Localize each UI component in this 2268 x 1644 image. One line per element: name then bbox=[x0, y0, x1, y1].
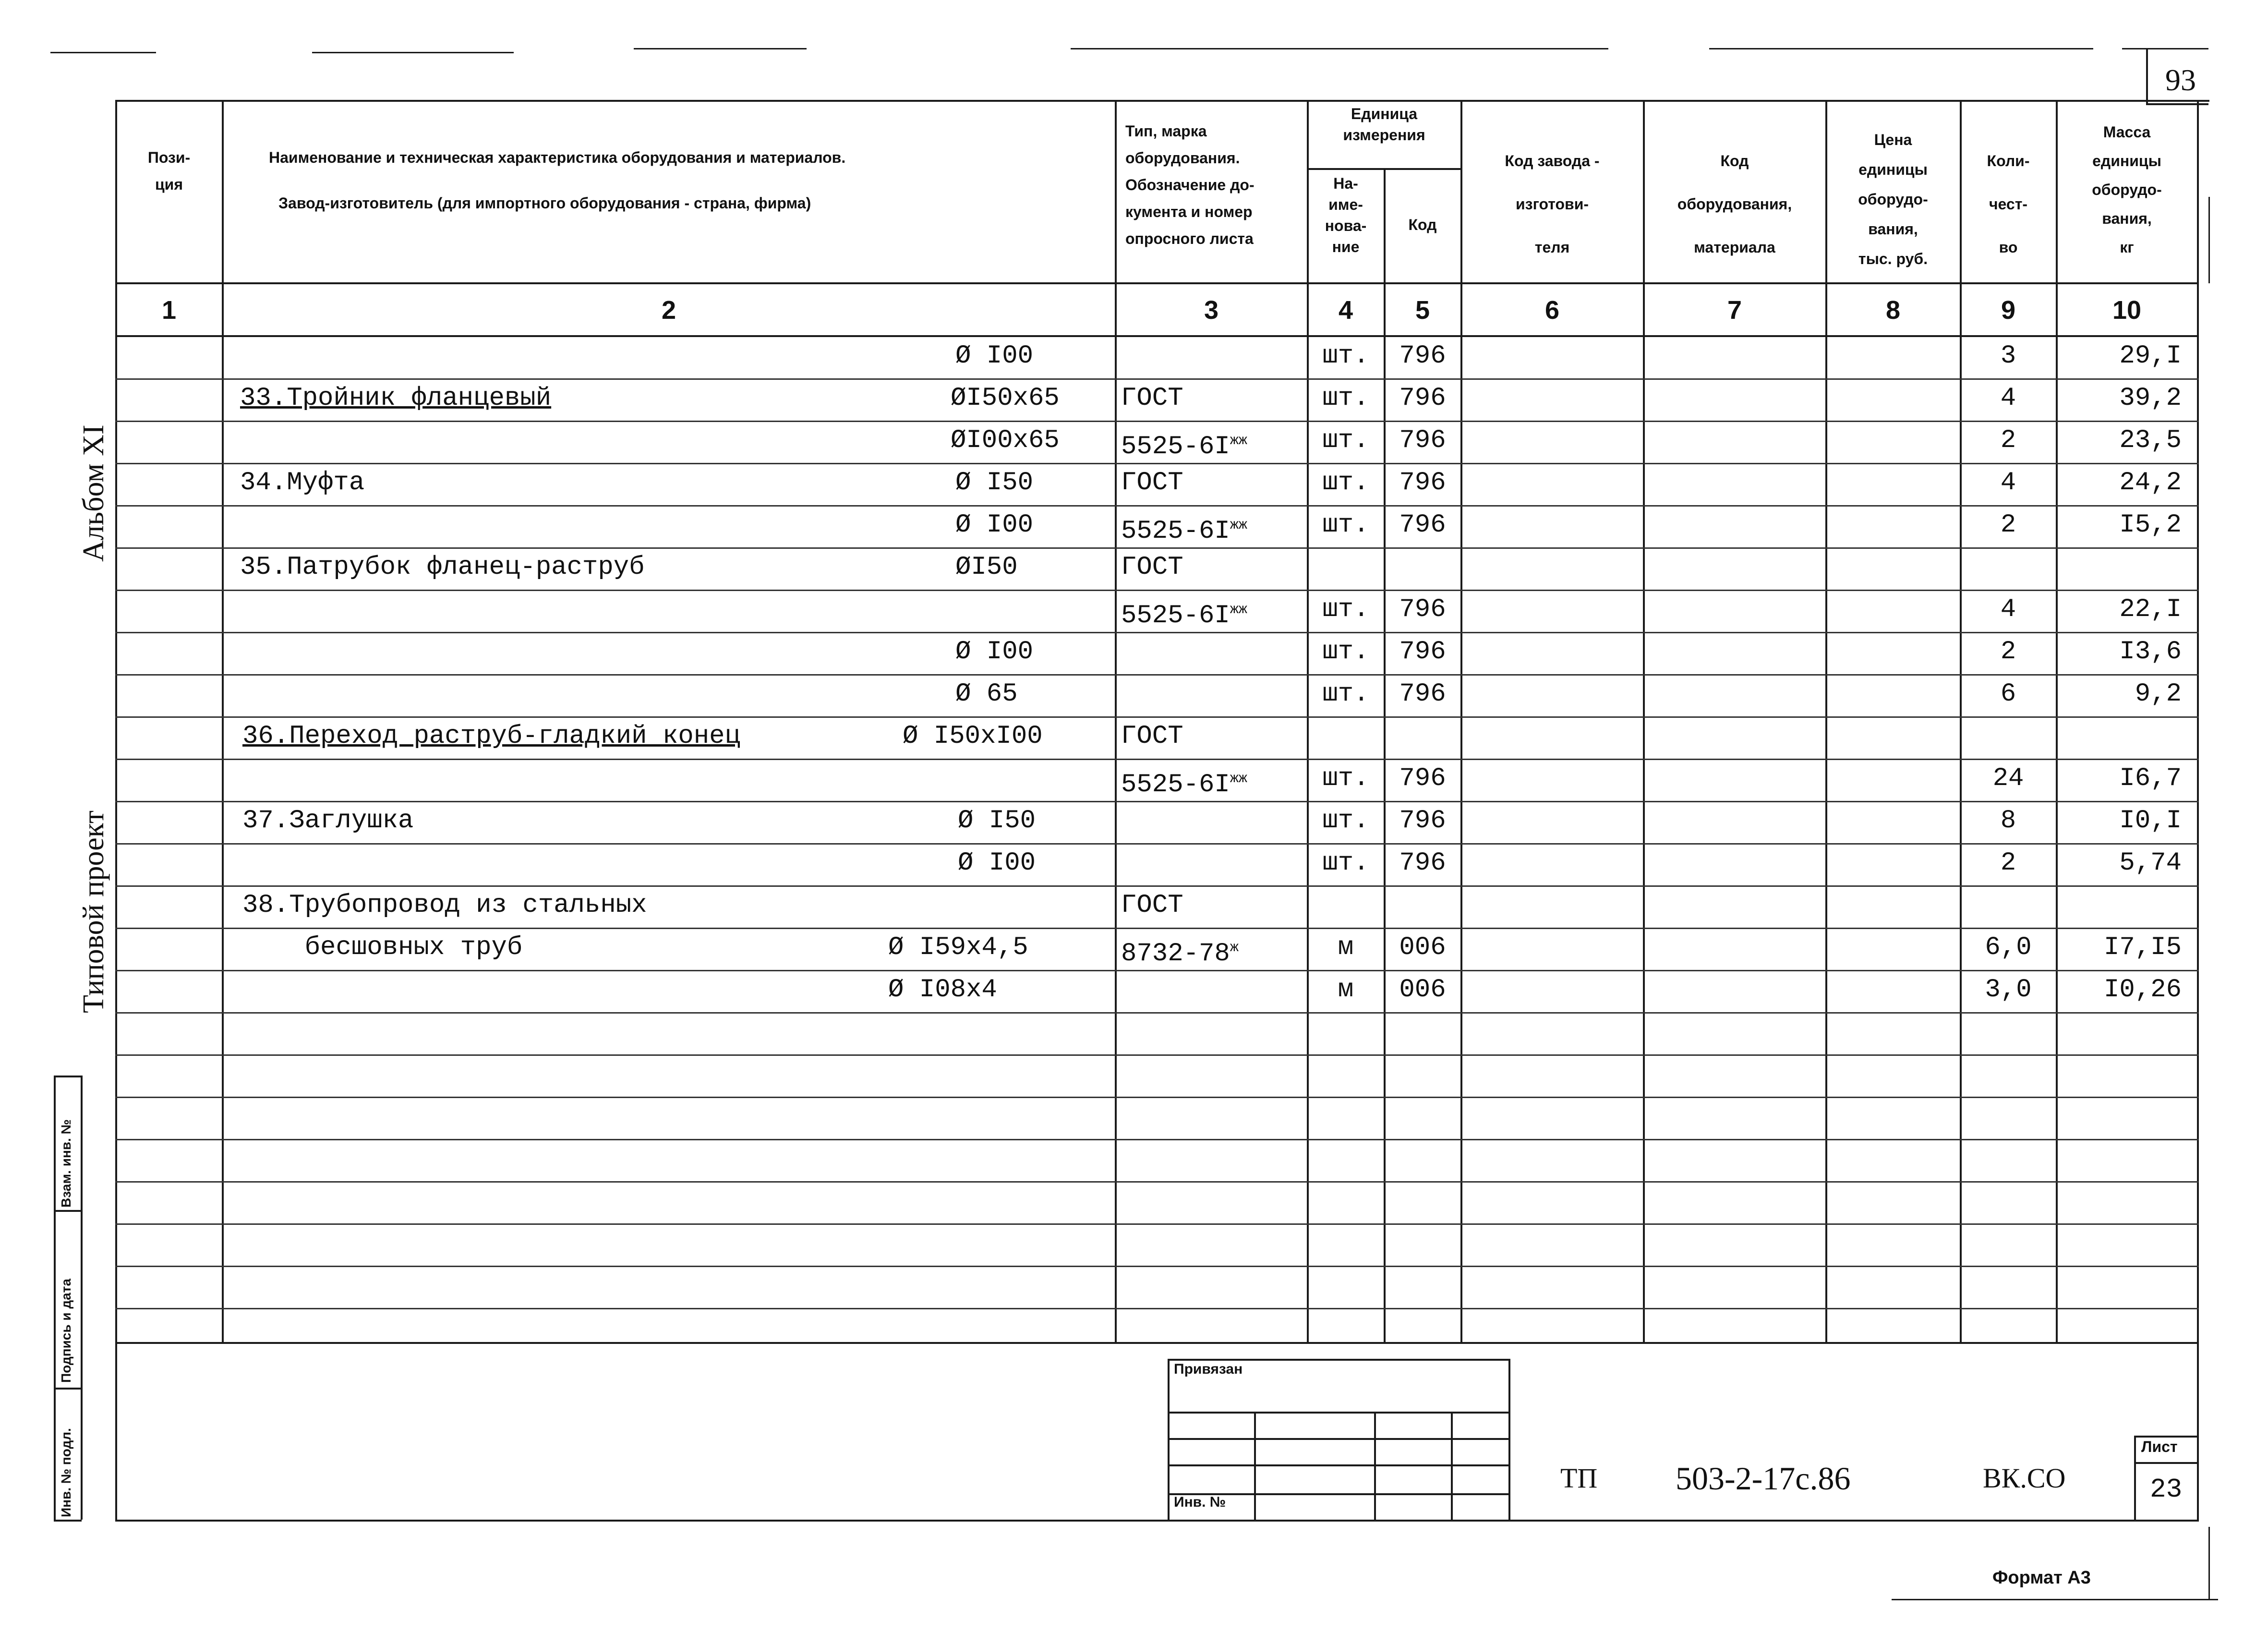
header-type-mark: Тип, марка оборудования. Обозначение до- кумента и номер опросного листа bbox=[1125, 122, 1255, 247]
header-name-line2: Завод-изготовитель (для импортного оборудования - страна, фирма) bbox=[278, 194, 811, 212]
row-unit: шт. bbox=[1322, 426, 1369, 455]
row-dimension: Ø I50xI00 bbox=[903, 722, 1043, 751]
header-factory-code: Код завода - изготови- теля bbox=[1505, 152, 1600, 256]
header-price: Цена единицы оборудо- вания, тыс. руб. bbox=[1858, 131, 1928, 267]
row-unit: шт. bbox=[1322, 637, 1369, 666]
row-doc: ГОСТ bbox=[1121, 722, 1183, 751]
row-mass: 22,I bbox=[2119, 595, 2182, 624]
colnum-2: 2 bbox=[661, 296, 676, 325]
row-quantity: 24 bbox=[1992, 764, 2024, 793]
section-code: ВК.СО bbox=[1983, 1463, 2066, 1494]
project-label: Типовой проект bbox=[77, 810, 110, 1013]
header-unit-group: Единица измерения bbox=[1343, 105, 1425, 144]
stamp-inv-podl: Инв. № подл. bbox=[59, 1428, 73, 1517]
top-sheet-number: 93 bbox=[2165, 63, 2196, 97]
album-label: Альбом XI bbox=[77, 424, 110, 562]
row-unit: шт. bbox=[1322, 510, 1369, 540]
inv-no-label: Инв. № bbox=[1174, 1494, 1226, 1510]
row-unit-code: 796 bbox=[1399, 384, 1446, 413]
row-doc: ГОСТ bbox=[1121, 891, 1183, 920]
row-quantity: 3 bbox=[2000, 341, 2016, 371]
colnum-10: 10 bbox=[2112, 296, 2142, 325]
header-position: Пози- ция bbox=[147, 149, 191, 193]
row-doc: $5525-6I^{жж}$ bbox=[1121, 770, 1247, 799]
row-dimension: Ø I08x4 bbox=[888, 975, 997, 1004]
row-unit: м bbox=[1338, 933, 1354, 962]
header-unit-code: Код bbox=[1408, 216, 1437, 233]
row-mass: 5,74 bbox=[2119, 848, 2182, 878]
row-unit: шт. bbox=[1322, 384, 1369, 413]
row-quantity: 6,0 bbox=[1985, 933, 2032, 962]
row-unit-code: 796 bbox=[1399, 806, 1446, 835]
row-quantity: 4 bbox=[2000, 595, 2016, 624]
row-unit: шт. bbox=[1322, 679, 1369, 709]
row-unit: м bbox=[1338, 975, 1354, 1004]
row-quantity: 2 bbox=[2000, 510, 2016, 540]
row-quantity: 2 bbox=[2000, 426, 2016, 455]
list-number: 23 bbox=[2150, 1474, 2183, 1505]
row-unit-code: 796 bbox=[1399, 426, 1446, 455]
row-doc: $5525-6I^{жж}$ bbox=[1121, 601, 1247, 630]
row-unit-code: 796 bbox=[1399, 595, 1446, 624]
row-doc: ГОСТ bbox=[1121, 384, 1183, 413]
colnum-1: 1 bbox=[161, 296, 177, 325]
colnum-8: 8 bbox=[1885, 296, 1901, 325]
designation: 503-2-17с.86 bbox=[1676, 1460, 1851, 1497]
list-label: Лист bbox=[2141, 1438, 2178, 1455]
row-dimension: ØI50 bbox=[955, 553, 1018, 582]
row-unit: шт. bbox=[1322, 764, 1369, 793]
colnum-5: 5 bbox=[1415, 296, 1430, 325]
row-dimension: ØI50x65 bbox=[951, 384, 1060, 413]
row-name: 37.Заглушка bbox=[242, 806, 414, 835]
row-doc: $5525-6I^{жж}$ bbox=[1121, 432, 1247, 461]
row-unit: шт. bbox=[1322, 468, 1369, 497]
row-name: 35.Патрубок фланец-раструб bbox=[240, 553, 645, 582]
row-quantity: 4 bbox=[2000, 468, 2016, 497]
row-unit-code: 006 bbox=[1399, 975, 1446, 1004]
row-unit-code: 796 bbox=[1399, 679, 1446, 709]
colnum-7: 7 bbox=[1727, 296, 1742, 325]
row-quantity: 2 bbox=[2000, 637, 2016, 666]
row-quantity: 2 bbox=[2000, 848, 2016, 878]
row-unit-code: 796 bbox=[1399, 848, 1446, 878]
stamp-podpis: Подпись и дата bbox=[59, 1279, 73, 1383]
row-unit: шт. bbox=[1322, 806, 1369, 835]
row-dimension: Ø I00 bbox=[955, 341, 1034, 371]
row-quantity: 8 bbox=[2000, 806, 2016, 835]
row-doc: $8732-78^ж$ bbox=[1121, 939, 1239, 968]
row-mass: I6,7 bbox=[2119, 764, 2182, 793]
row-unit-code: 006 bbox=[1399, 933, 1446, 962]
row-quantity: 4 bbox=[2000, 384, 2016, 413]
row-dimension: Ø I50 bbox=[955, 468, 1034, 497]
row-dimension: Ø 65 bbox=[955, 679, 1018, 709]
row-unit-code: 796 bbox=[1399, 764, 1446, 793]
row-unit-code: 796 bbox=[1399, 510, 1446, 540]
row-name: 38.Трубопровод из стальных bbox=[242, 891, 647, 920]
row-name: 34.Муфта bbox=[240, 468, 365, 497]
format-label: Формат А3 bbox=[1992, 1568, 2091, 1588]
row-mass: I0,I bbox=[2119, 806, 2182, 835]
colnum-3: 3 bbox=[1204, 296, 1219, 325]
row-quantity: 3,0 bbox=[1985, 975, 2032, 1004]
row-unit: шт. bbox=[1322, 341, 1369, 371]
row-dimension: Ø I59x4,5 bbox=[888, 933, 1028, 962]
row-unit-code: 796 bbox=[1399, 341, 1446, 371]
header-name-line1: Наименование и техническая характеристика оборудования и материалов. bbox=[269, 149, 846, 166]
colnum-6: 6 bbox=[1544, 296, 1560, 325]
header-unit-name: На- име- нова- ние bbox=[1325, 175, 1367, 255]
header-quantity: Коли- чест- во bbox=[1987, 152, 2030, 256]
row-mass: I0,26 bbox=[2103, 975, 2182, 1004]
row-name: 33.Тройник фланцевый bbox=[240, 384, 552, 413]
header-equipment-code: Код оборудования, материала bbox=[1677, 152, 1792, 256]
row-dimension: Ø I50 bbox=[958, 806, 1036, 835]
row-dimension: ØI00x65 bbox=[951, 426, 1060, 455]
row-name: бесшовных труб bbox=[242, 933, 523, 962]
tp-label: ТП bbox=[1560, 1463, 1598, 1494]
row-mass: I3,6 bbox=[2119, 637, 2182, 666]
header-mass: Масса единицы оборудо- вания, кг bbox=[2092, 123, 2162, 256]
colnum-4: 4 bbox=[1338, 296, 1353, 325]
row-mass: 39,2 bbox=[2119, 384, 2182, 413]
row-mass: 29,I bbox=[2119, 341, 2182, 371]
row-unit: шт. bbox=[1322, 848, 1369, 878]
row-mass: 23,5 bbox=[2119, 426, 2182, 455]
colnum-9: 9 bbox=[2001, 296, 2016, 325]
stamp-vzam-inv: Взам. инв. № bbox=[59, 1119, 73, 1208]
row-doc: ГОСТ bbox=[1121, 468, 1183, 497]
row-mass: I7,I5 bbox=[2103, 933, 2182, 962]
row-mass: I5,2 bbox=[2119, 510, 2182, 540]
row-dimension: Ø I00 bbox=[955, 637, 1034, 666]
row-doc: $5525-6I^{жж}$ bbox=[1121, 517, 1247, 546]
row-unit-code: 796 bbox=[1399, 468, 1446, 497]
row-doc: ГОСТ bbox=[1121, 553, 1183, 582]
row-name: 36.Переход раструб-гладкий конец bbox=[242, 722, 740, 751]
row-dimension: Ø I00 bbox=[958, 848, 1036, 878]
row-quantity: 6 bbox=[2000, 679, 2016, 709]
row-unit: шт. bbox=[1322, 595, 1369, 624]
row-dimension: Ø I00 bbox=[955, 510, 1034, 540]
row-mass: 24,2 bbox=[2119, 468, 2182, 497]
privyazan-label: Привязан bbox=[1174, 1361, 1243, 1377]
row-unit-code: 796 bbox=[1399, 637, 1446, 666]
row-mass: 9,2 bbox=[2135, 679, 2182, 709]
